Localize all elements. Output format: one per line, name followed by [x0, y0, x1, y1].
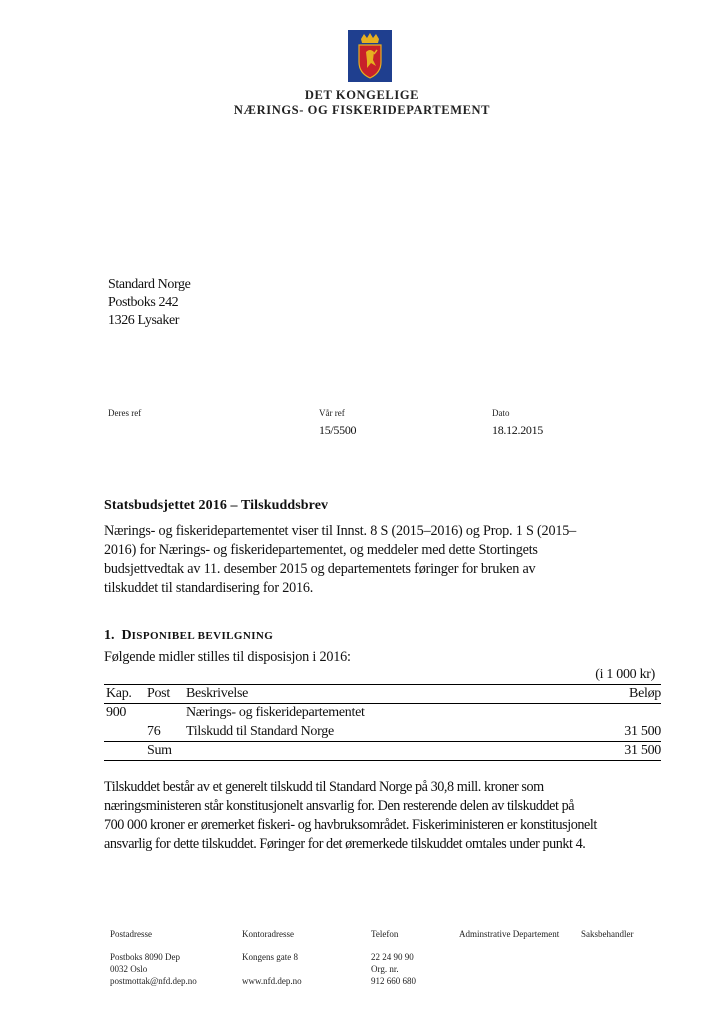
footer-telefon	[371, 928, 416, 987]
body-paragraph	[104, 778, 664, 854]
footer-avdeling-label: Adminstrative Departement	[459, 929, 560, 939]
allocation-table	[104, 667, 661, 762]
footer-value: 912 660 680	[371, 976, 416, 986]
footer-value: Kongens gate 8	[242, 952, 298, 962]
letter-title: Statsbudsjettet 2016 – Tilskuddsbrev	[104, 498, 329, 513]
header-amount: Beløp	[629, 686, 661, 701]
footer-website: www.nfd.dep.no	[242, 976, 302, 986]
body-line: Tilskuddet består av et generelt tilskudd til Standard Norge på 30,8 mill. kroner som	[104, 779, 544, 795]
footer-value: 0032 Oslo	[110, 964, 148, 974]
var-ref-label: Vår ref	[319, 408, 345, 418]
footer-kontoradresse	[242, 928, 302, 987]
section-number: 1.	[104, 628, 115, 643]
row-desc: Tilskudd til Standard Norge	[186, 724, 334, 739]
recipient-city: 1326 Lysaker	[108, 313, 180, 328]
sum-amount: 31 500	[624, 743, 661, 758]
sum-label: Sum	[147, 743, 172, 758]
body-line: næringsministeren står konstitusjonelt ansvarlig for. Den resterende delen av tilskuddet på	[104, 798, 575, 814]
footer-email: postmottak@nfd.dep.no	[110, 976, 197, 986]
footer-value: 22 24 90 90	[371, 952, 414, 962]
intro-line: tilskuddet til standardisering for 2016.	[104, 580, 314, 596]
footer-postadresse	[110, 928, 197, 987]
intro-line: Nærings- og fiskeridepartementet viser til Innst. 8 S (2015–2016) og Prop. 1 S (2015–	[104, 523, 577, 539]
date-value: 18.12.2015	[492, 423, 544, 437]
footer-value: Postboks 8090 Dep	[110, 952, 181, 962]
table-unit: (i 1 000 kr)	[595, 667, 655, 682]
header-kap: Kap.	[106, 686, 132, 701]
var-ref-value: 15/5500	[319, 423, 357, 437]
row-amount: 31 500	[624, 724, 661, 739]
recipient-street: Postboks 242	[108, 295, 179, 310]
coat-of-arms-logo	[348, 30, 392, 82]
section-title-initial: D	[121, 628, 132, 643]
date-label: Dato	[492, 408, 510, 418]
footer-label: Kontoradresse	[242, 929, 294, 939]
row-post: 76	[147, 724, 161, 739]
intro-paragraph	[104, 522, 664, 598]
footer-label: Telefon	[371, 929, 399, 939]
section-heading	[104, 628, 273, 644]
body-line: ansvarlig for dette tilskuddet. Føringer for det øremerkede tilskuddet omtales under punkt 4.	[104, 836, 586, 852]
section-title-rest: ISPONIBEL BEVILGNING	[131, 630, 274, 642]
footer-saksbehandler-label: Saksbehandler	[581, 929, 634, 939]
table-row	[104, 705, 661, 724]
ministry-name-line1: DET KONGELIGE	[304, 88, 420, 102]
header-post: Post	[147, 686, 170, 701]
row-desc: Nærings- og fiskeridepartementet	[186, 705, 365, 720]
intro-line: budsjettvedtak av 11. desember 2015 og departementets føringer for bruken av	[104, 561, 536, 577]
section-lead: Følgende midler stilles til disposisjon i 2016:	[104, 649, 351, 665]
ministry-name-line2: NÆRINGS- OG FISKERIDEPARTEMENT	[233, 103, 491, 117]
row-kap: 900	[106, 705, 127, 720]
header-desc: Beskrivelse	[186, 686, 249, 701]
footer-value: Org. nr.	[371, 964, 399, 974]
body-line: 700 000 kroner er øremerket fiskeri- og havbruksområdet. Fiskeriministeren er konstitusjonelt	[104, 817, 597, 833]
deres-ref-label: Deres ref	[108, 408, 142, 418]
intro-line: 2016) for Nærings- og fiskeridepartementet, og meddeler med dette Stortingets	[104, 542, 538, 558]
recipient-name: Standard Norge	[108, 277, 191, 292]
footer-label: Postadresse	[110, 929, 152, 939]
